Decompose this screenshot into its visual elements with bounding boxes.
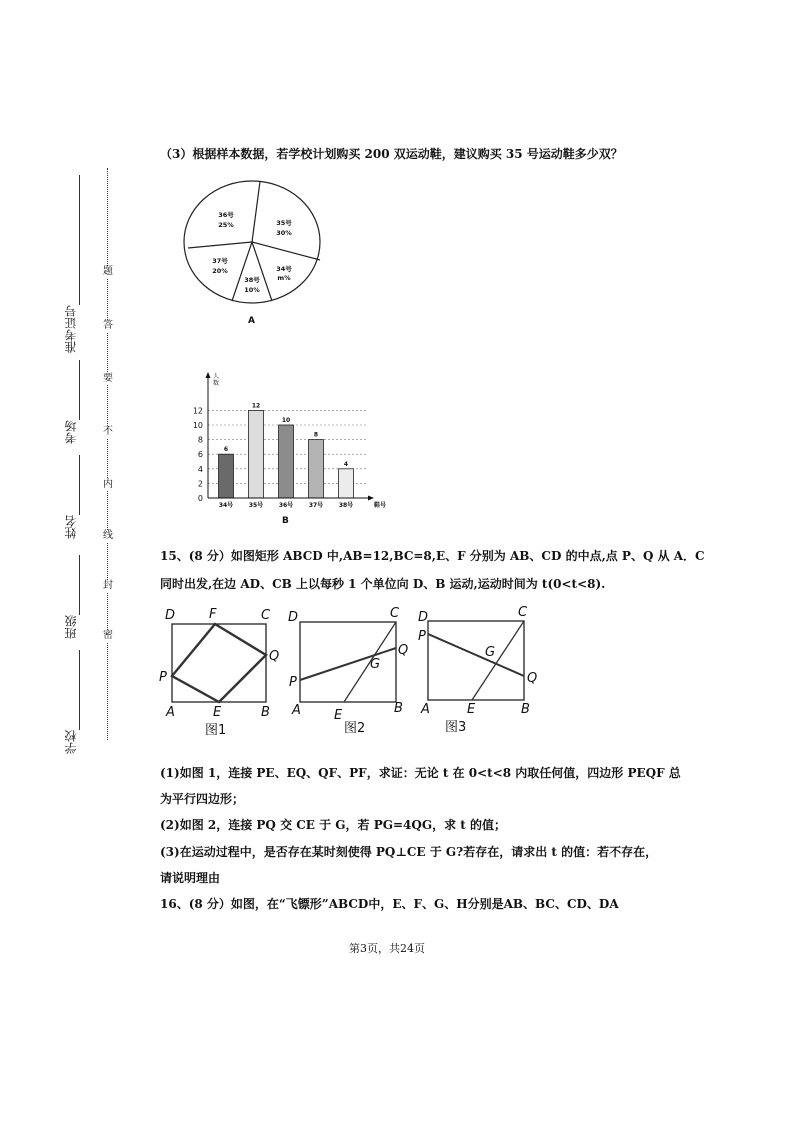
fig3-label-G: G	[485, 645, 496, 660]
fig1-label-B: B	[261, 705, 270, 720]
q16-line1: 16、(8 分）如图，在“飞镖形”ABCD中，E、F、G、H分别是AB、BC、CD、DA	[160, 897, 619, 911]
y-axis-arrow	[206, 372, 211, 378]
q14-part3-text: （3）根据样本数据，若学校计划购买 200 双运动鞋，建议购买 35 号运动鞋多少双？	[160, 147, 623, 161]
seal-char: 不	[103, 426, 113, 437]
bar	[339, 469, 354, 498]
q15-part1-line2: 为平行四边形；	[160, 792, 245, 806]
y-tick-label: 8	[197, 435, 203, 445]
field-line-xm	[79, 455, 80, 515]
bar-chart-b	[180, 368, 390, 516]
field-line-zkzh	[79, 175, 80, 305]
fig2-label-E: E	[334, 708, 343, 723]
label-banji: 班级	[64, 615, 78, 639]
pie-value-37: 20%	[212, 267, 228, 275]
bar-figure-label: B	[282, 516, 289, 526]
seal-char: 答	[103, 320, 113, 331]
bar	[249, 410, 264, 498]
seal-char: 题	[103, 266, 113, 277]
fig3-label-E: E	[467, 702, 476, 717]
q15-line1: 15、(8 分）如图矩形 ABCD 中,AB=12,BC=8,E、F 分别为 AB、CD 的中点,点 P、Q 从 A．C	[160, 549, 705, 563]
bar	[219, 454, 234, 498]
x-tick-label: 35号	[248, 502, 264, 509]
fig3-label-Q: Q	[527, 671, 538, 686]
seal-char: 密	[103, 630, 113, 641]
pie-value-34: m%	[277, 274, 291, 282]
fig2-label-G: G	[370, 657, 381, 672]
fig2-label-Q: Q	[398, 643, 409, 658]
fig2-label-C: C	[390, 606, 400, 621]
seal-char: 线	[103, 530, 113, 541]
q15-part3-line2: 请说明理由	[160, 871, 221, 885]
fig2-label-B: B	[394, 701, 403, 716]
seal-char: 内	[103, 479, 113, 490]
pie-label-38: 38号	[244, 276, 260, 284]
fig1-label-A: A	[166, 705, 175, 720]
pie-value-36: 25%	[218, 221, 234, 229]
bar	[309, 440, 324, 498]
bar	[279, 425, 294, 498]
fig2-caption: 图2	[344, 721, 366, 736]
fig2-label-D: D	[288, 610, 299, 625]
pie-label-36: 36号	[218, 211, 234, 219]
x-axis-label: 鞋号	[374, 502, 387, 509]
fig1-caption: 图1	[205, 723, 227, 738]
q15-part1-line1: (1)如图 1，连接 PE、EQ、QF、PF，求证：无论 t 在 0<t<8 内取任何值，四边形 PEQF 总	[160, 766, 681, 780]
bar-data-label: 12	[251, 402, 261, 410]
label-xingming: 姓名	[64, 515, 78, 539]
label-kaochang: 考场	[64, 420, 78, 444]
y-tick-label: 6	[197, 450, 203, 460]
field-line-xx	[79, 650, 80, 730]
x-axis-arrow	[368, 496, 374, 501]
y-tick-label: 10	[192, 421, 203, 430]
x-tick-label: 36号	[278, 502, 294, 509]
fig1-label-Q: Q	[269, 649, 280, 664]
q15-line2: 同时出发,在边 AD、CB 上以每秒 1 个单位向 D、B 运动,运动时间为 t(0<t<8).	[160, 577, 606, 591]
pie-value-38: 10%	[244, 286, 260, 294]
y-tick-label: 2	[197, 479, 203, 489]
fig1-label-E: E	[213, 705, 222, 720]
page-footer: 第3页，共24页	[349, 942, 425, 955]
pie-figure-label: A	[248, 316, 255, 326]
field-line-bj	[79, 555, 80, 615]
pie-chart-a	[180, 170, 340, 330]
pie-value-35: 30%	[276, 229, 292, 237]
q15-figure-3	[415, 604, 545, 739]
fig1-label-D: D	[165, 608, 176, 623]
fig2-label-P: P	[289, 675, 297, 690]
bar-data-label: 6	[223, 446, 229, 454]
q15-part3-line1: (3)在运动过程中，是否存在某时刻使得 PQ⊥CE 于 G?若存在，请求出 t 的值：若不存在，	[160, 845, 658, 859]
fig3-caption: 图3	[445, 720, 467, 735]
field-line-kc	[79, 360, 80, 420]
pie-label-35: 35号	[276, 219, 292, 227]
bar-data-label: 4	[343, 460, 349, 468]
pie-label-34: 34号	[276, 265, 292, 273]
bar-data-label: 10	[281, 417, 291, 424]
q15-figure-1	[155, 604, 285, 739]
y-tick-label: 4	[197, 464, 203, 474]
fig1-label-P: P	[159, 670, 167, 685]
seal-char: 要	[103, 373, 113, 384]
seal-char: 封	[103, 580, 113, 591]
y-tick-label: 0	[197, 494, 203, 503]
fig3-label-B: B	[521, 702, 530, 717]
x-tick-label: 34号	[218, 502, 234, 509]
label-zhunkaozhenghao: 准考证号	[64, 305, 78, 353]
q15-part2: (2)如图 2，连接 PQ 交 CE 于 G，若 PG=4QG，求 t 的值；	[160, 818, 506, 832]
label-xuexiao: 学校	[64, 730, 78, 754]
x-tick-label: 38号	[338, 502, 354, 509]
fig3-label-C: C	[518, 605, 528, 620]
fig1-label-F: F	[209, 607, 217, 622]
y-axis-label: 人数	[213, 373, 220, 387]
x-tick-label: 37号	[308, 502, 324, 509]
fig3-label-D: D	[418, 610, 429, 625]
fig1-label-C: C	[261, 608, 271, 623]
fig2-label-A: A	[292, 703, 301, 718]
bar-data-label: 8	[313, 431, 319, 439]
y-tick-label: 12	[192, 406, 203, 416]
seal-line	[103, 168, 113, 740]
q15-figure-2	[286, 604, 416, 739]
fig3-label-A: A	[421, 702, 430, 717]
fig3-label-P: P	[418, 629, 426, 644]
pie-label-37: 37号	[212, 257, 228, 265]
